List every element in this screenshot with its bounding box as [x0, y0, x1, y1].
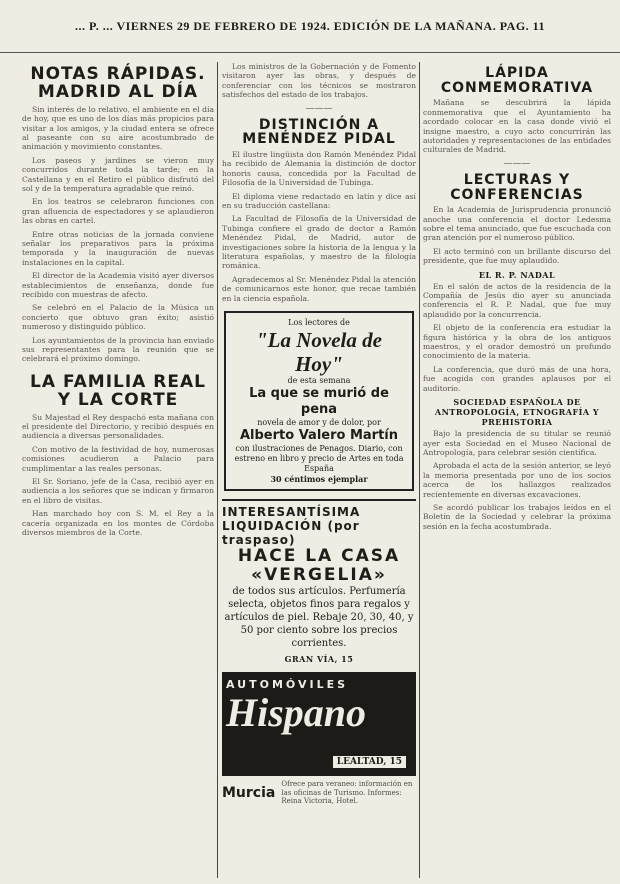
- murcia-ad: [222, 780, 416, 806]
- ad-novel-title: La que se murió de pena: [249, 386, 389, 418]
- notas-rapidas-body: [22, 105, 214, 364]
- ad-author: Alberto Valero Martín: [239, 428, 399, 444]
- lapida-headline: LÁPIDA CONMEMORATIVA: [440, 65, 594, 96]
- article-paragraph: Con motivo de la festividad de hoy, numerosas comisiones acudieron a Palacio para cumplimentar a las reales personas.: [22, 444, 214, 473]
- page-header: ... P. ... VIERNES 29 DE FEBRERO DE 1924. EDICIÓN DE LA MAÑANA. PAG. 11: [0, 0, 620, 53]
- article-paragraph: Los ayuntamientos de la provincia han enviado sus representantes para la reunión que se celebrará el próximo domingo.: [22, 335, 214, 364]
- article-paragraph: En el salón de actos de la residencia de la Compañía de Jesús dio ayer su anunciada conferencia el R. P. Nadal, que fue muy aplaudido por la concurrencia.: [423, 281, 611, 319]
- article-paragraph: Aprobada el acta de la sesión anterior, se leyó la memoria presentada por uno de los socios acerca de los hallazgos realizados recientemente en diversas excavaciones.: [423, 461, 611, 499]
- subheading: EL R. P. NADAL: [478, 269, 556, 280]
- ad-address: GRAN VÍA, 15: [284, 654, 354, 665]
- article-paragraph: El diploma viene redactado en latín y dice así en su traducción castellana:: [222, 191, 416, 211]
- article-paragraph: Los paseos y jardines se vieron muy concurridos durante toda la tarde; en la Castellana y en el Retiro el público disfrutó del sol y de la temperatura agradable que reinó.: [22, 155, 214, 193]
- ad-city: Murcia: [222, 784, 276, 801]
- article-paragraph: En la Academia de Jurisprudencia pronunció anoche una conferencia el doctor Ledesma sobre el tema anunciado, que fue escuchada con gran atención por el numeroso público.: [423, 205, 611, 243]
- section-separator: ———: [305, 103, 333, 114]
- column-right: [423, 62, 611, 880]
- article-paragraph: Su Majestad el Rey despachó esta mañana con el presidente del Directorio, y recibió después en audiencia a diversas personalidades.: [22, 412, 214, 441]
- article-paragraph: Se acordó publicar los trabajos leídos en el Boletín de la Sociedad y celebrar la próxima sesión en la fecha acostumbrada.: [423, 502, 611, 531]
- article-paragraph: El acto terminó con un brillante discurso del presidente, que fue muy aplaudido.: [423, 246, 611, 266]
- ad-line: con ilustraciones de Penagos. Diario, con estreno en libro y precio de Artes en toda España: [234, 444, 404, 474]
- article-paragraph: Sin interés de lo relativo, el ambiente en el día de hoy, que es uno de los días más propicios para visitar a los amigos, y la ciudad entera se ofrece al paseante con su aire acostumbrado de animación y movimiento constantes.: [22, 104, 214, 152]
- ad-body: Ofrece para veraneo: información en las oficinas de Turismo. Informes: Reina Victoria, Hotel.: [281, 780, 413, 806]
- ad-line: de esta semana: [287, 376, 351, 386]
- familia-real-headline: LA FAMILIA REAL Y LA CORTE: [30, 371, 206, 410]
- column-middle: [222, 62, 416, 880]
- hispano-automobiles-ad: [222, 672, 416, 776]
- article-paragraph: El director de la Academia visitó ayer diversos establecimientos de enseñanza, donde fue recibido con muestras de afecto.: [22, 271, 214, 299]
- ad-price: 30 céntimos ejemplar: [270, 474, 368, 485]
- ad-brand-name: «VERGELIA»: [251, 565, 387, 586]
- article-paragraph: El Sr. Soriano, jefe de la Casa, recibió ayer en audiencia a los señores que se indican y firmaron en el libro de visitas.: [22, 476, 214, 505]
- article-paragraph: En los teatros se celebraron funciones con gran afluencia de espectadores y se aplaudieron las obras en cartel.: [22, 197, 214, 226]
- article-paragraph: El objeto de la conferencia era estudiar la figura histórica y la obra de los antiguos maestros, y el orador demostró un profundo conocimiento de la materia.: [423, 323, 611, 361]
- article-paragraph: La Facultad de Filosofía de la Universidad de Tubinga confiere el grado de doctor a Ramón Menéndez Pidal, de Madrid, autor de investigaciones sobre la historia de la lengua y la literatura españolas, y maestro de la filología románica.: [222, 214, 416, 271]
- familia-real-body: [22, 413, 214, 538]
- column-left: [22, 62, 214, 880]
- ad-body: de todos sus artículos. Perfumería selecta, objetos finos para regalos y artículos de piel. Rebaje 20, 30, 40, y 50 por ciento sobre los precios corrientes.: [224, 586, 414, 650]
- article-paragraph: Entre otras noticias de la jornada conviene señalar los preparativos para la próxima temporada y la inauguración de nuevas instalaciones en la capital.: [22, 229, 214, 267]
- vergelia-ad: [222, 499, 416, 664]
- lecturas-headline: LECTURAS Y CONFERENCIAS: [450, 171, 584, 203]
- subheading: SOCIEDAD ESPAÑOLA DE ANTROPOLOGÍA, ETNOGRAFÍA Y PREHISTORIA: [434, 397, 600, 428]
- article-paragraph: Se celebró en el Palacio de la Música un concierto que obtuvo gran éxito; asistió numeroso y distinguido público.: [22, 303, 214, 332]
- column-divider-1: [217, 62, 218, 878]
- ad-headline: AUTOMÓVILES: [226, 678, 349, 692]
- article-paragraph: La conferencia, que duró más de una hora, fue acogida con grandes aplausos por el auditorio.: [423, 364, 611, 393]
- section-separator: ———: [503, 158, 531, 169]
- article-paragraph: Han marchado hoy con S. M. el Rey a la cacería organizada en los montes de Córdoba diversos miembros de la Corte.: [22, 509, 214, 537]
- article-paragraph: Bajo la presidencia de su titular se reunió ayer esta Sociedad en el Museo Nacional de Antropología, para celebrar sesión científica.: [423, 429, 611, 457]
- article-paragraph: Los ministros de la Gobernación y de Fomento visitaron ayer las obras, y después de conferenciar con los técnicos se mostraron satisfechos del estado de los trabajos.: [222, 62, 416, 100]
- novela-de-hoy-ad: [224, 311, 414, 491]
- ad-line: Los lectores de: [288, 318, 350, 328]
- ad-brand-logo: Hispano: [226, 690, 367, 736]
- article-paragraph: El ilustre lingüista don Ramón Menéndez Pidal ha recibido de Alemania la distinción de doctor honoris causa, concedida por la Facultad de Filosofía de la Universidad de Tubinga.: [222, 150, 416, 188]
- article-paragraph: Agradecemos al Sr. Menéndez Pidal la atención de comunicarnos este honor, que recae también en la ciencia española.: [222, 274, 416, 303]
- column-divider-2: [419, 62, 420, 878]
- ad-line: novela de amor y de dolor, por: [257, 418, 381, 428]
- ad-title: "La Novela de Hoy": [256, 328, 382, 377]
- article-paragraph: Mañana se descubrirá la lápida conmemorativa que el Ayuntamiento ha acordado colocar en la casa donde vivió el insigne maestro, a cuyo acto concurrirán las autoridades y representaciones de las entidades culturales de Madrid.: [423, 98, 611, 155]
- ad-big-line: HACE LA CASA: [237, 546, 401, 567]
- ad-address-tag: LEALTAD, 15: [333, 756, 406, 768]
- menendez-pidal-headline: DISTINCIÓN A MENÉNDEZ PIDAL: [242, 116, 396, 148]
- ad-headline: INTERESANTÍSIMA LIQUIDACIÓN (por traspaso): [222, 505, 361, 548]
- notas-rapidas-headline: NOTAS RÁPIDAS. MADRID AL DÍA: [30, 64, 206, 102]
